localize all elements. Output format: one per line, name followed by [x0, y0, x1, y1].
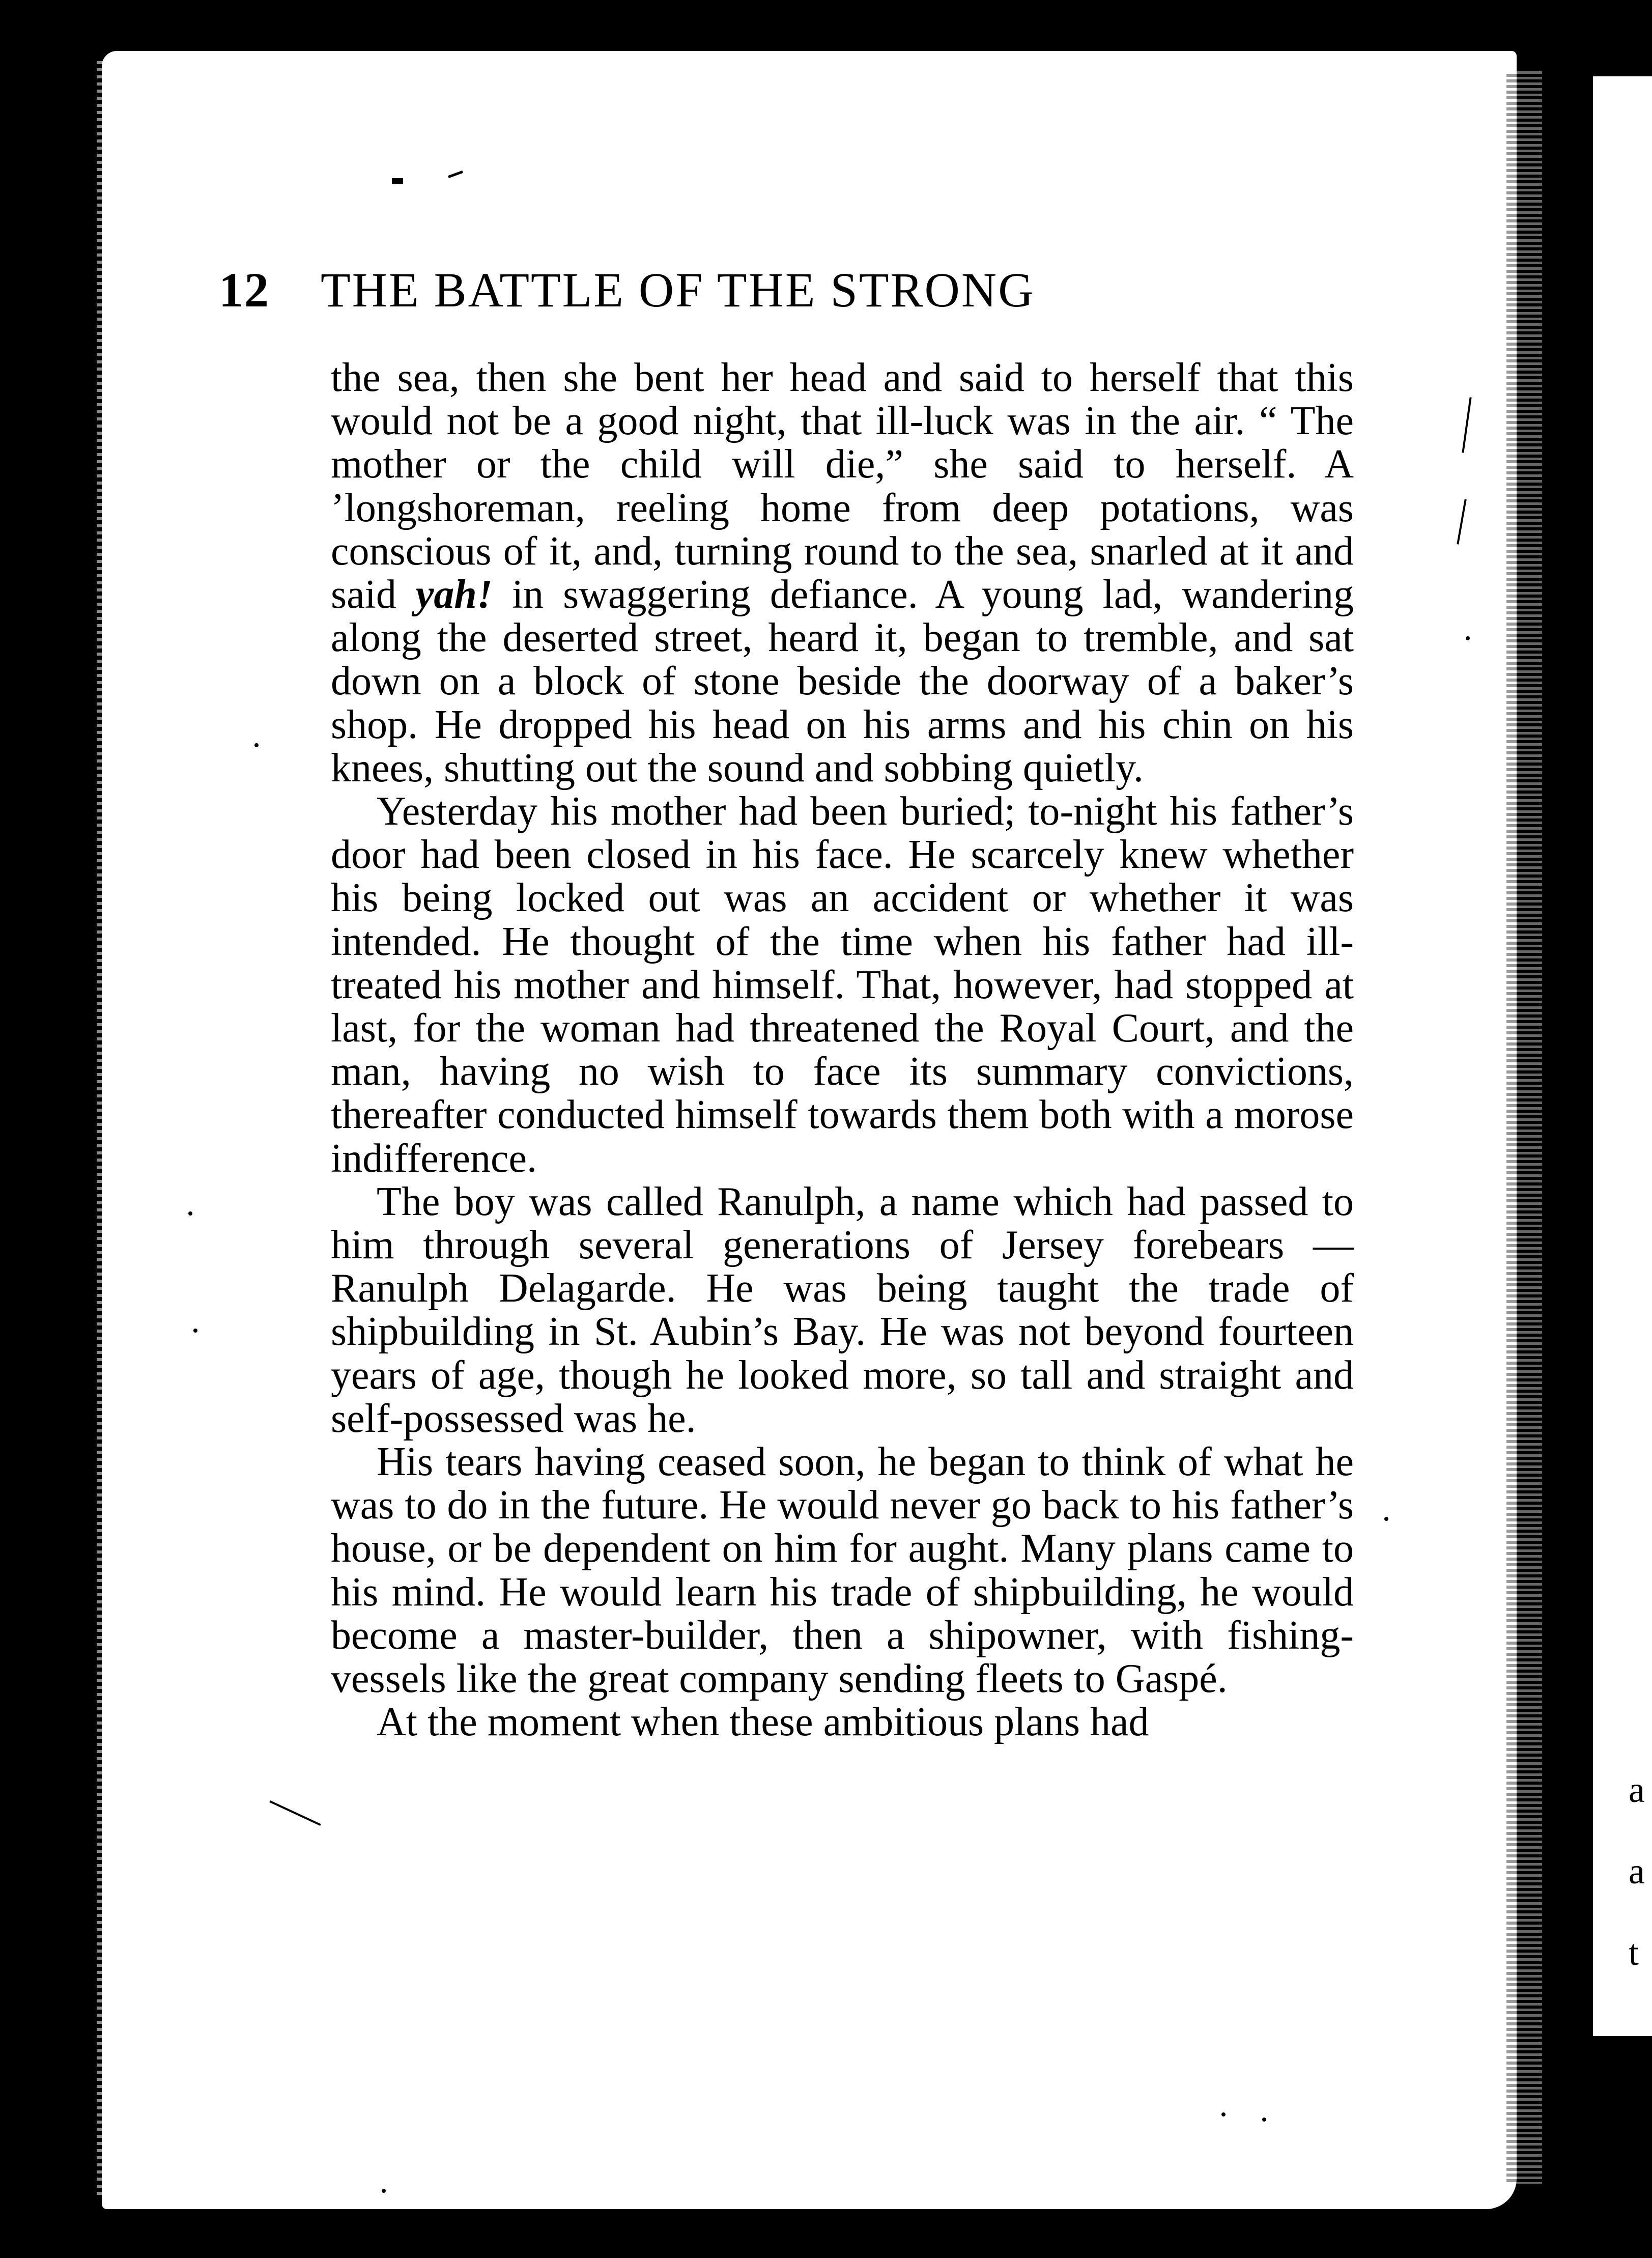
- running-header: [219, 260, 1389, 321]
- ink-speck: [254, 743, 259, 747]
- ink-speck: [392, 178, 403, 184]
- paragraph: His tears having ceased soon, he began to think of what he was to do in the future. He would never go back to his father’s house, or be dependent on him for aught. Many plans came to his mind. He would learn his trade of shipbuilding, he would become a master-builder, then a shipowner, with fishing-vessels like the great company sending fleets to Gaspé.: [331, 1440, 1354, 1702]
- facing-page-strip: [1593, 76, 1652, 2036]
- page-edge-right: [1506, 71, 1542, 2184]
- ink-speck: [188, 1211, 192, 1216]
- page-number: 12: [219, 263, 270, 317]
- paragraph-text: the sea, then she bent her head and said to herself that this would not be a good night, that ill-luck was in the air. “ The mother or the child will die,” she said to herself. A ’longshoreman, reeling home from deep potations, was conscious of it, and, turning round to the sea, snarled at it and said: [331, 355, 1354, 617]
- running-title: THE BATTLE OF THE STRONG: [321, 263, 1035, 317]
- paragraph: [331, 356, 1354, 790]
- paragraph: The boy was called Ranulph, a name which had passed to him through several generations of Jersey forebears — Ranulph Delagarde. He was being taught the trade of shipbuilding in St. Aubin’s Bay. He was not beyond fourteen years of age, though he looked more, so tall and straight and self-possessed was he.: [331, 1179, 1354, 1441]
- ink-speck: [1262, 2118, 1266, 2122]
- facing-page-letter: a: [1629, 1851, 1645, 1892]
- ink-speck: [1384, 1517, 1388, 1521]
- paragraph-text: in swaggering defiance. A young lad, wandering along the deserted street, heard it, began to tremble, and sat down on a block of stone beside the doorway of a baker’s shop. He dropped his head on his arms and his chin on his knees, shutting out the sound and sobbing quietly.: [331, 572, 1354, 791]
- facing-page-letter: a: [1629, 1769, 1645, 1810]
- facing-page-letter: t: [1629, 1932, 1639, 1973]
- ink-speck: [193, 1329, 197, 1333]
- paragraph: Yesterday his mother had been buried; to-night his father’s door had been closed in his face. He scarcely knew whether his being locked out was an accident or whether it was intended. He thought of the time when his father had ill-treated his mother and himself. That, however, had stopped at last, for the woman had threatened the Royal Court, and the man, having no wish to face its summary convictions, thereafter conducted himself towards them both with a morose indifference.: [331, 789, 1354, 1181]
- ink-speck: [1466, 636, 1470, 640]
- paragraph: At the moment when these ambitious plans had: [377, 1700, 1149, 1745]
- ink-speck: [382, 2189, 386, 2193]
- italic-interjection: yah!: [415, 572, 493, 617]
- body-text: [331, 356, 1354, 1744]
- ink-speck: [1221, 2112, 1226, 2116]
